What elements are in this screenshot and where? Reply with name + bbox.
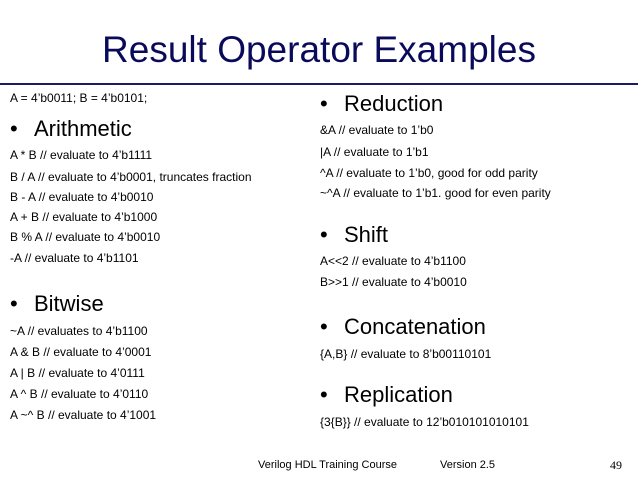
list-item: A & B // evaluate to 4’0001 <box>10 345 152 359</box>
heading-reduction <box>320 91 443 117</box>
footer-course: Verilog HDL Training Course <box>258 459 397 471</box>
bullet-icon: • <box>10 291 18 316</box>
list-item: B % A // evaluate to 4’b0010 <box>10 230 161 244</box>
list-item: &A // evaluate to 1’b0 <box>320 123 434 137</box>
slide-title: Result Operator Examples <box>102 29 536 70</box>
list-item: A<<2 // evaluate to 4’b1100 <box>320 254 466 268</box>
bullet-icon: • <box>10 116 18 141</box>
bullet-icon: • <box>320 314 328 339</box>
heading-arithmetic <box>10 116 132 142</box>
heading-label: Reduction <box>344 91 444 116</box>
list-item: {3{B}} // evaluate to 12’b010101010101 <box>320 415 529 429</box>
footer-version: Version 2.5 <box>440 459 496 471</box>
list-item: B>>1 // evaluate to 4’b0010 <box>320 275 467 289</box>
list-item: A ^ B // evaluate to 4’0110 <box>10 387 149 401</box>
list-item: ~A // evaluates to 4’b1100 <box>10 324 148 338</box>
heading-replication <box>320 382 453 408</box>
list-item: B - A // evaluate to 4’b0010 <box>10 190 154 204</box>
page-number: 49 <box>610 458 622 472</box>
list-item: A * B // evaluate to 4’b1111 <box>10 148 153 162</box>
list-item: A | B // evaluate to 4’0111 <box>10 366 145 380</box>
title-divider <box>0 83 638 85</box>
list-item: -A // evaluate to 4’b1101 <box>10 251 139 265</box>
operand-definition: A = 4’b0011; B = 4’b0101; <box>10 91 148 105</box>
bullet-icon: • <box>320 382 328 407</box>
heading-label: Replication <box>344 382 453 407</box>
bullet-icon: • <box>320 222 328 247</box>
heading-shift <box>320 222 388 248</box>
list-item: ~^A // evaluate to 1’b1. good for even parity <box>320 186 551 200</box>
heading-label: Arithmetic <box>34 116 132 141</box>
list-item: B / A // evaluate to 4’b0001, truncates fraction <box>10 170 252 184</box>
list-item: A ~^ B // evaluate to 4’1001 <box>10 408 157 422</box>
heading-label: Concatenation <box>344 314 486 339</box>
heading-label: Shift <box>344 222 389 247</box>
list-item: ^A // evaluate to 1’b0, good for odd parity <box>320 166 538 180</box>
heading-concatenation <box>320 314 486 340</box>
list-item: |A // evaluate to 1’b1 <box>320 145 429 159</box>
heading-label: Bitwise <box>34 291 104 316</box>
list-item: {A,B} // evaluate to 8’b00110101 <box>320 347 492 361</box>
heading-bitwise <box>10 291 104 317</box>
list-item: A + B // evaluate to 4’b1000 <box>10 210 158 224</box>
bullet-icon: • <box>320 91 328 116</box>
